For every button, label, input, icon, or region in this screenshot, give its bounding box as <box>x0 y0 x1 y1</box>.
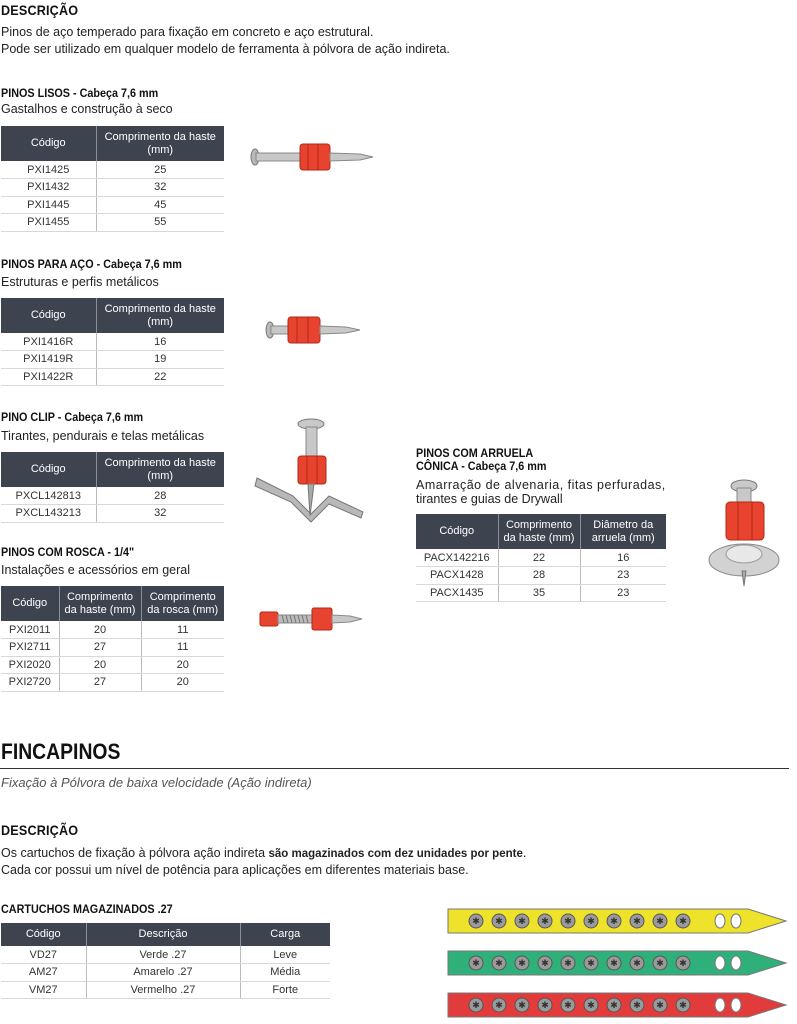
cell-comprimento: 22 <box>96 368 224 386</box>
cartridge-star-glyph: ✱ <box>495 917 503 927</box>
section-divider <box>0 768 789 769</box>
table-row <box>1 161 224 179</box>
cell-codigo: PXI1419R <box>1 351 96 369</box>
table-row <box>1 946 330 964</box>
description2-line-2: Cada cor possui um nível de potência para aplicações em diferentes materiais base. <box>1 863 469 877</box>
pino-clip-table <box>1 452 224 523</box>
cell-comprimento: 32 <box>96 179 224 197</box>
col-header-comprimento-rosca: Comprimento da rosca (mm) <box>141 586 224 621</box>
cell-codigo: VD27 <box>1 946 86 964</box>
col-header-codigo: Código <box>1 126 96 161</box>
cell-comprimento: 19 <box>96 351 224 369</box>
cell-comprimento: 28 <box>96 487 224 505</box>
cell-codigo: PXI2020 <box>1 656 59 674</box>
cartridge-star-glyph: ✱ <box>610 1001 618 1011</box>
cell-codigo: PACX1435 <box>416 584 498 602</box>
cell-codigo: PXI1432 <box>1 179 96 197</box>
strip-hole <box>731 914 741 928</box>
col-header-codigo: Código <box>1 452 96 487</box>
cell-codigo: PXI1445 <box>1 196 96 214</box>
table-row <box>1 333 224 351</box>
cell-comprimento: 22 <box>498 549 580 567</box>
cell-carga: Média <box>240 964 330 982</box>
cell-codigo: PXI1455 <box>1 214 96 232</box>
cell-codigo: PXI1416R <box>1 333 96 351</box>
description2-line-1 <box>1 845 526 863</box>
pinos-lisos-table <box>1 126 224 232</box>
col-header-codigo: Código <box>416 514 498 549</box>
col-header-comprimento: Comprimento da haste (mm) <box>96 298 224 333</box>
table-row <box>1 487 224 505</box>
cartridge-star-glyph: ✱ <box>472 1001 480 1011</box>
table-row <box>1 368 224 386</box>
pinos-arruela-subtitle-2: tirantes e guias de Drywall <box>416 492 563 506</box>
cell-haste: 27 <box>59 674 141 692</box>
pino-clip-subtitle: Tirantes, pendurais e telas metálicas <box>1 429 205 443</box>
cartridge-star-glyph: ✱ <box>587 1001 595 1011</box>
cartridge-star-glyph: ✱ <box>633 917 641 927</box>
pinos-rosca-table <box>1 586 224 692</box>
strip-hole <box>715 998 725 1012</box>
description-heading: DESCRIÇÃO <box>1 2 79 18</box>
strip-hole <box>715 914 725 928</box>
pinos-aco-table <box>1 298 224 386</box>
pinos-rosca-title: PINOS COM ROSCA - 1/4" <box>1 545 135 559</box>
fincapinos-subtitle: Fixação à Pólvora de baixa velocidade (Ação indireta) <box>1 775 312 790</box>
strip-hole <box>731 998 741 1012</box>
cartridge-star-glyph: ✱ <box>472 959 480 969</box>
description2-line-1-end: . <box>522 846 527 860</box>
table-row <box>1 505 224 523</box>
washer-pin-image <box>706 476 782 588</box>
table-row <box>1 639 224 657</box>
description2-line-1-bold: são magazinados com dez unidades por pente <box>268 848 523 860</box>
table-row <box>1 981 330 999</box>
cell-diametro: 16 <box>580 549 666 567</box>
cartridge-star-glyph: ✱ <box>518 917 526 927</box>
pino-clip-title: PINO CLIP - Cabeça 7,6 mm <box>1 410 144 424</box>
cell-haste: 20 <box>59 621 141 639</box>
cartridge-star-glyph: ✱ <box>541 917 549 927</box>
table-row <box>1 214 224 232</box>
cell-codigo: PACX1428 <box>416 567 498 585</box>
cartridge-star-glyph: ✱ <box>518 1001 526 1011</box>
cartridge-star-glyph: ✱ <box>495 1001 503 1011</box>
cell-descricao: Verde .27 <box>86 946 240 964</box>
cell-carga: Leve <box>240 946 330 964</box>
table-row <box>416 567 666 585</box>
cell-comprimento: 16 <box>96 333 224 351</box>
cartridge-star-glyph: ✱ <box>610 959 618 969</box>
description-heading-2: DESCRIÇÃO <box>1 822 79 838</box>
description-line-2: Pode ser utilizado em qualquer modelo de ferramenta à pólvora de ação indireta. <box>1 42 450 56</box>
table-row <box>1 351 224 369</box>
cell-rosca: 11 <box>141 639 224 657</box>
pinos-arruela-subtitle-1: Amarração de alvenaria, fitas perfuradas, <box>416 478 666 492</box>
pinos-lisos-title: PINOS LISOS - Cabeça 7,6 mm <box>1 86 159 100</box>
cell-haste: 20 <box>59 656 141 674</box>
cartridge-star-glyph: ✱ <box>564 959 572 969</box>
red-cartridge-strip <box>448 993 786 1017</box>
cell-rosca: 20 <box>141 656 224 674</box>
clip-pin-image <box>255 416 367 522</box>
cell-codigo: AM27 <box>1 964 86 982</box>
cartridge-star-glyph: ✱ <box>656 1001 664 1011</box>
cell-codigo: PXI2011 <box>1 621 59 639</box>
col-header-diametro: Diâmetro da arruela (mm) <box>580 514 666 549</box>
cartridge-star-glyph: ✱ <box>679 917 687 927</box>
cartridge-star-glyph: ✱ <box>656 917 664 927</box>
pinos-aco-title: PINOS PARA AÇO - Cabeça 7,6 mm <box>1 257 182 271</box>
pinos-aco-subtitle: Estruturas e perfis metálicos <box>1 275 159 289</box>
cartridge-star-glyph: ✱ <box>541 1001 549 1011</box>
cell-codigo: PXI2720 <box>1 674 59 692</box>
cartridge-star-glyph: ✱ <box>656 959 664 969</box>
cell-diametro: 23 <box>580 567 666 585</box>
cartridge-star-glyph: ✱ <box>495 959 503 969</box>
cartridge-star-glyph: ✱ <box>564 1001 572 1011</box>
cartridge-star-glyph: ✱ <box>564 917 572 927</box>
cartridge-star-glyph: ✱ <box>587 959 595 969</box>
strip-hole <box>715 956 725 970</box>
cartridge-star-glyph: ✱ <box>679 959 687 969</box>
pinos-arruela-title-2: CÔNICA - Cabeça 7,6 mm <box>416 459 547 473</box>
pinos-rosca-subtitle: Instalações e acessórios em geral <box>1 563 190 577</box>
cell-codigo: PACX142216 <box>416 549 498 567</box>
table-row <box>1 621 224 639</box>
strip-hole <box>731 956 741 970</box>
cell-descricao: Amarelo .27 <box>86 964 240 982</box>
col-header-descricao: Descrição <box>86 923 240 946</box>
smooth-pin-image <box>248 140 378 176</box>
cell-comprimento: 32 <box>96 505 224 523</box>
cartuchos-table <box>1 923 330 999</box>
cartuchos-title: CARTUCHOS MAGAZINADOS .27 <box>1 902 173 916</box>
cell-rosca: 20 <box>141 674 224 692</box>
cell-comprimento: 28 <box>498 567 580 585</box>
description2-line-1-text: Os cartuchos de fixação à pólvora ação indireta <box>1 846 269 860</box>
cell-comprimento: 45 <box>96 196 224 214</box>
cell-rosca: 11 <box>141 621 224 639</box>
table-row <box>416 584 666 602</box>
table-row <box>416 549 666 567</box>
steel-pin-image <box>264 312 364 348</box>
cartridge-strips-image <box>448 905 790 1023</box>
cartridge-star-glyph: ✱ <box>587 917 595 927</box>
table-row <box>1 196 224 214</box>
green-cartridge-strip <box>448 951 786 975</box>
cartridge-star-glyph: ✱ <box>633 959 641 969</box>
cartridge-star-glyph: ✱ <box>633 1001 641 1011</box>
cell-descricao: Vermelho .27 <box>86 981 240 999</box>
col-header-comprimento-haste: Comprimento da haste (mm) <box>59 586 141 621</box>
description-line-1: Pinos de aço temperado para fixação em concreto e aço estrutural. <box>1 25 374 39</box>
cell-diametro: 23 <box>580 584 666 602</box>
cell-codigo: PXI1422R <box>1 368 96 386</box>
col-header-codigo: Código <box>1 586 59 621</box>
cartridge-star-glyph: ✱ <box>541 959 549 969</box>
fincapinos-title: FINCAPINOS <box>1 739 121 764</box>
col-header-codigo: Código <box>1 923 86 946</box>
col-header-comprimento: Comprimento da haste (mm) <box>96 452 224 487</box>
threaded-pin-image <box>260 606 364 634</box>
cartridge-star-glyph: ✱ <box>610 917 618 927</box>
pinos-arruela-table <box>416 514 666 602</box>
cell-comprimento: 55 <box>96 214 224 232</box>
cell-codigo: PXI2711 <box>1 639 59 657</box>
cell-codigo: PXCL143213 <box>1 505 96 523</box>
pinos-lisos-subtitle: Gastalhos e construção à seco <box>1 102 173 116</box>
table-row <box>1 964 330 982</box>
cartridge-star-glyph: ✱ <box>679 1001 687 1011</box>
cell-haste: 27 <box>59 639 141 657</box>
yellow-cartridge-strip <box>448 909 786 933</box>
cell-carga: Forte <box>240 981 330 999</box>
col-header-comprimento: Comprimento da haste (mm) <box>498 514 580 549</box>
cartridge-star-glyph: ✱ <box>472 917 480 927</box>
col-header-comprimento: Comprimento da haste (mm) <box>96 126 224 161</box>
cell-comprimento: 35 <box>498 584 580 602</box>
table-row <box>1 656 224 674</box>
cell-codigo: PXI1425 <box>1 161 96 179</box>
col-header-codigo: Código <box>1 298 96 333</box>
pinos-arruela-title-1: PINOS COM ARRUELA <box>416 446 534 460</box>
table-row <box>1 179 224 197</box>
cell-comprimento: 25 <box>96 161 224 179</box>
cell-codigo: PXCL142813 <box>1 487 96 505</box>
table-row <box>1 674 224 692</box>
cell-codigo: VM27 <box>1 981 86 999</box>
cartridge-star-glyph: ✱ <box>518 959 526 969</box>
col-header-carga: Carga <box>240 923 330 946</box>
